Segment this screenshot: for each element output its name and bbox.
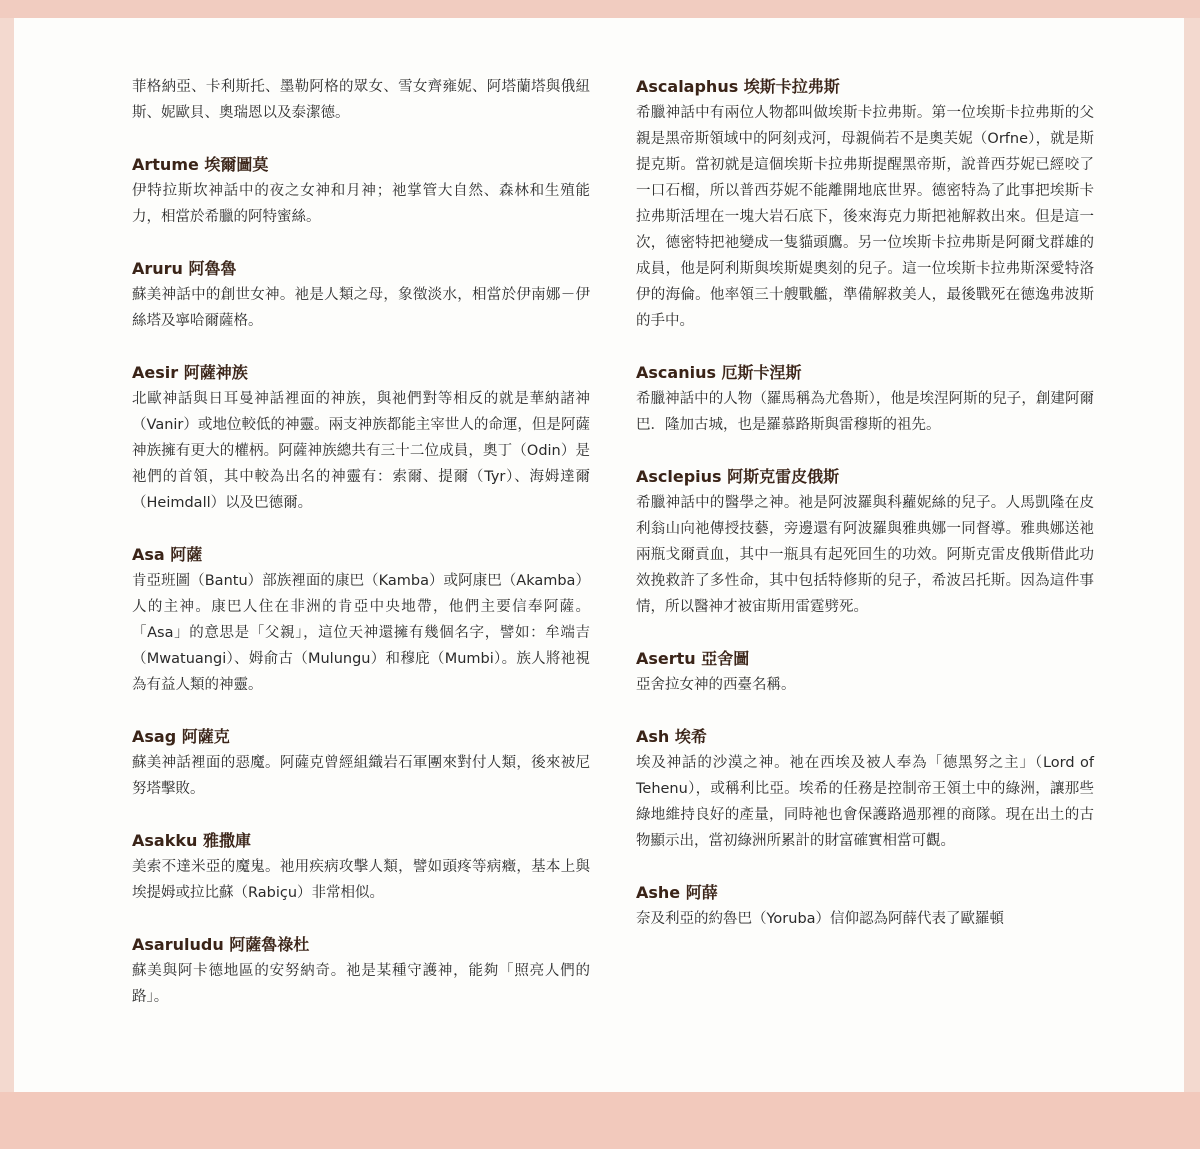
entry-text: 奈及利亞的約魯巴（Yoruba）信仰認為阿薛代表了歐羅頓	[636, 911, 1005, 927]
entry-title: Asertu 亞舍圖	[636, 649, 750, 668]
entry-asag	[132, 724, 590, 802]
entry-text: 埃及神話的沙漠之神。祂在西埃及被人奉為「德黑努之主」（Lord of Tehenu），或稱利比亞。埃希的任務是控制帝王領土中的綠洲，讓那些綠地維持良好的產量，同時祂也會保護路過那裡的商隊。現在出土的古物顯示出，當初綠洲所累計的財富確實相當可觀。	[636, 755, 1094, 849]
top-margin-band	[0, 0, 1200, 18]
entry-asakku	[132, 828, 590, 906]
entry-title: Asclepius 阿斯克雷皮俄斯	[636, 467, 840, 486]
entry-text: 伊特拉斯坎神話中的夜之女神和月神；祂掌管大自然、森林和生殖能力，相當於希臘的阿特蜜絲。	[132, 183, 590, 225]
entry-ashe	[636, 880, 1094, 932]
entry-title: Ascanius 厄斯卡涅斯	[636, 363, 802, 382]
entry-title: Asaruludu 阿薩魯祿杜	[132, 935, 310, 954]
left-column	[132, 74, 590, 1036]
right-column	[636, 74, 1094, 958]
entry-aruru	[132, 256, 590, 334]
entry-text: 北歐神話與日耳曼神話裡面的神族，與祂們對等相反的就是華納諸神（Vanir）或地位較低的神靈。兩支神族都能主宰世人的命運，但是阿薩神族擁有更大的權柄。阿薩神族總共有三十二位成員，奧丁（Odin）是祂們的首領，其中較為出名的神靈有：索爾、提爾（Tyr）、海姆達爾（Heimdall）以及巴德爾。	[132, 391, 590, 511]
entry-text: 希臘神話中有兩位人物都叫做埃斯卡拉弗斯。第一位埃斯卡拉弗斯的父親是黑帝斯領域中的阿刻戎河，母親倘若不是奧芙妮（Orfne），就是斯提克斯。當初就是這個埃斯卡拉弗斯提醒黑帝斯，說普西芬妮已經咬了一口石榴，所以普西芬妮不能離開地底世界。德密特為了此事把埃斯卡拉弗斯活埋在一塊大岩石底下，後來海克力斯把祂解救出來。但是這一次，德密特把祂變成一隻貓頭鷹。另一位埃斯卡拉弗斯是阿爾戈群雄的成員，他是阿利斯與埃斯媞奧刻的兒子。這一位埃斯卡拉弗斯深愛特洛伊的海倫。他率領三十艘戰艦，準備解救美人，最後戰死在德逸弗波斯的手中。	[636, 105, 1094, 329]
entry-title: Asakku 雅撒庫	[132, 831, 251, 850]
entry-asaruludu	[132, 932, 590, 1010]
entry-text: 美索不達米亞的魔鬼。祂用疾病攻擊人類，譬如頭疼等病癥，基本上與埃提姆或拉比蘇（Rabiçu）非常相似。	[132, 859, 590, 901]
entry-text: 希臘神話中的醫學之神。祂是阿波羅與科蘿妮絲的兒子。人馬凱隆在皮利翁山向祂傳授技藝，旁邊還有阿波羅與雅典娜一同督導。雅典娜送祂兩瓶戈爾貢血，其中一瓶具有起死回生的功效。阿斯克雷皮俄斯借此功效挽救許了多性命，其中包括特修斯的兒子，希波呂托斯。因為這件事情，所以醫神才被宙斯用雷霆劈死。	[636, 495, 1094, 615]
entry-text: 亞舍拉女神的西臺名稱。	[636, 677, 796, 693]
entry-text: 希臘神話中的人物（羅馬稱為尤魯斯），他是埃涅阿斯的兒子，創建阿爾巴．隆加古城，也是羅慕路斯與雷穆斯的祖先。	[636, 391, 1094, 433]
entry-text: 蘇美神話裡面的惡魔。阿薩克曾經組織岩石軍團來對付人類，後來被尼努塔擊敗。	[132, 755, 590, 797]
entry-artume	[132, 152, 590, 230]
entry-ash	[636, 724, 1094, 854]
entry-title: Asag 阿薩克	[132, 727, 230, 746]
entry-aesir	[132, 360, 590, 516]
entry-title: Aruru 阿魯魯	[132, 259, 237, 278]
entry-title: Ascalaphus 埃斯卡拉弗斯	[636, 77, 840, 96]
entry-ascalaphus	[636, 74, 1094, 334]
entry-asertu	[636, 646, 1094, 698]
entry-text: 蘇美神話中的創世女神。祂是人類之母，象徵淡水，相當於伊南娜－伊絲塔及寧哈爾薩格。	[132, 287, 590, 329]
entry-ascanius	[636, 360, 1094, 438]
entry-title: Asa 阿薩	[132, 545, 203, 564]
entry-asa	[132, 542, 590, 698]
entry-title: Ash 埃希	[636, 727, 707, 746]
entry-title: Artume 埃爾圖莫	[132, 155, 269, 174]
bottom-margin-band	[0, 1092, 1200, 1149]
entry-title: Ashe 阿薛	[636, 883, 718, 902]
entry-asclepius	[636, 464, 1094, 620]
entry-title: Aesir 阿薩神族	[132, 363, 248, 382]
continued-paragraph: 菲格納亞、卡利斯托、墨勒阿格的眾女、雪女齊雍妮、阿塔蘭塔與俄紐斯、妮歐貝、奧瑞恩以及泰潔德。	[132, 79, 590, 121]
entry-text: 肯亞班圖（Bantu）部族裡面的康巴（Kamba）或阿康巴（Akamba）人的主神。康巴人住在非洲的肯亞中央地帶，他們主要信奉阿薩。「Asa」的意思是「父親」，這位天神還擁有幾個名字，譬如：牟端吉（Mwatuangi）、姆俞古（Mulungu）和穆庇（Mumbi）。族人將祂視為有益人類的神靈。	[132, 573, 590, 693]
entry-text: 蘇美與阿卡德地區的安努納奇。祂是某種守護神，能夠「照亮人們的路」。	[132, 963, 590, 1005]
